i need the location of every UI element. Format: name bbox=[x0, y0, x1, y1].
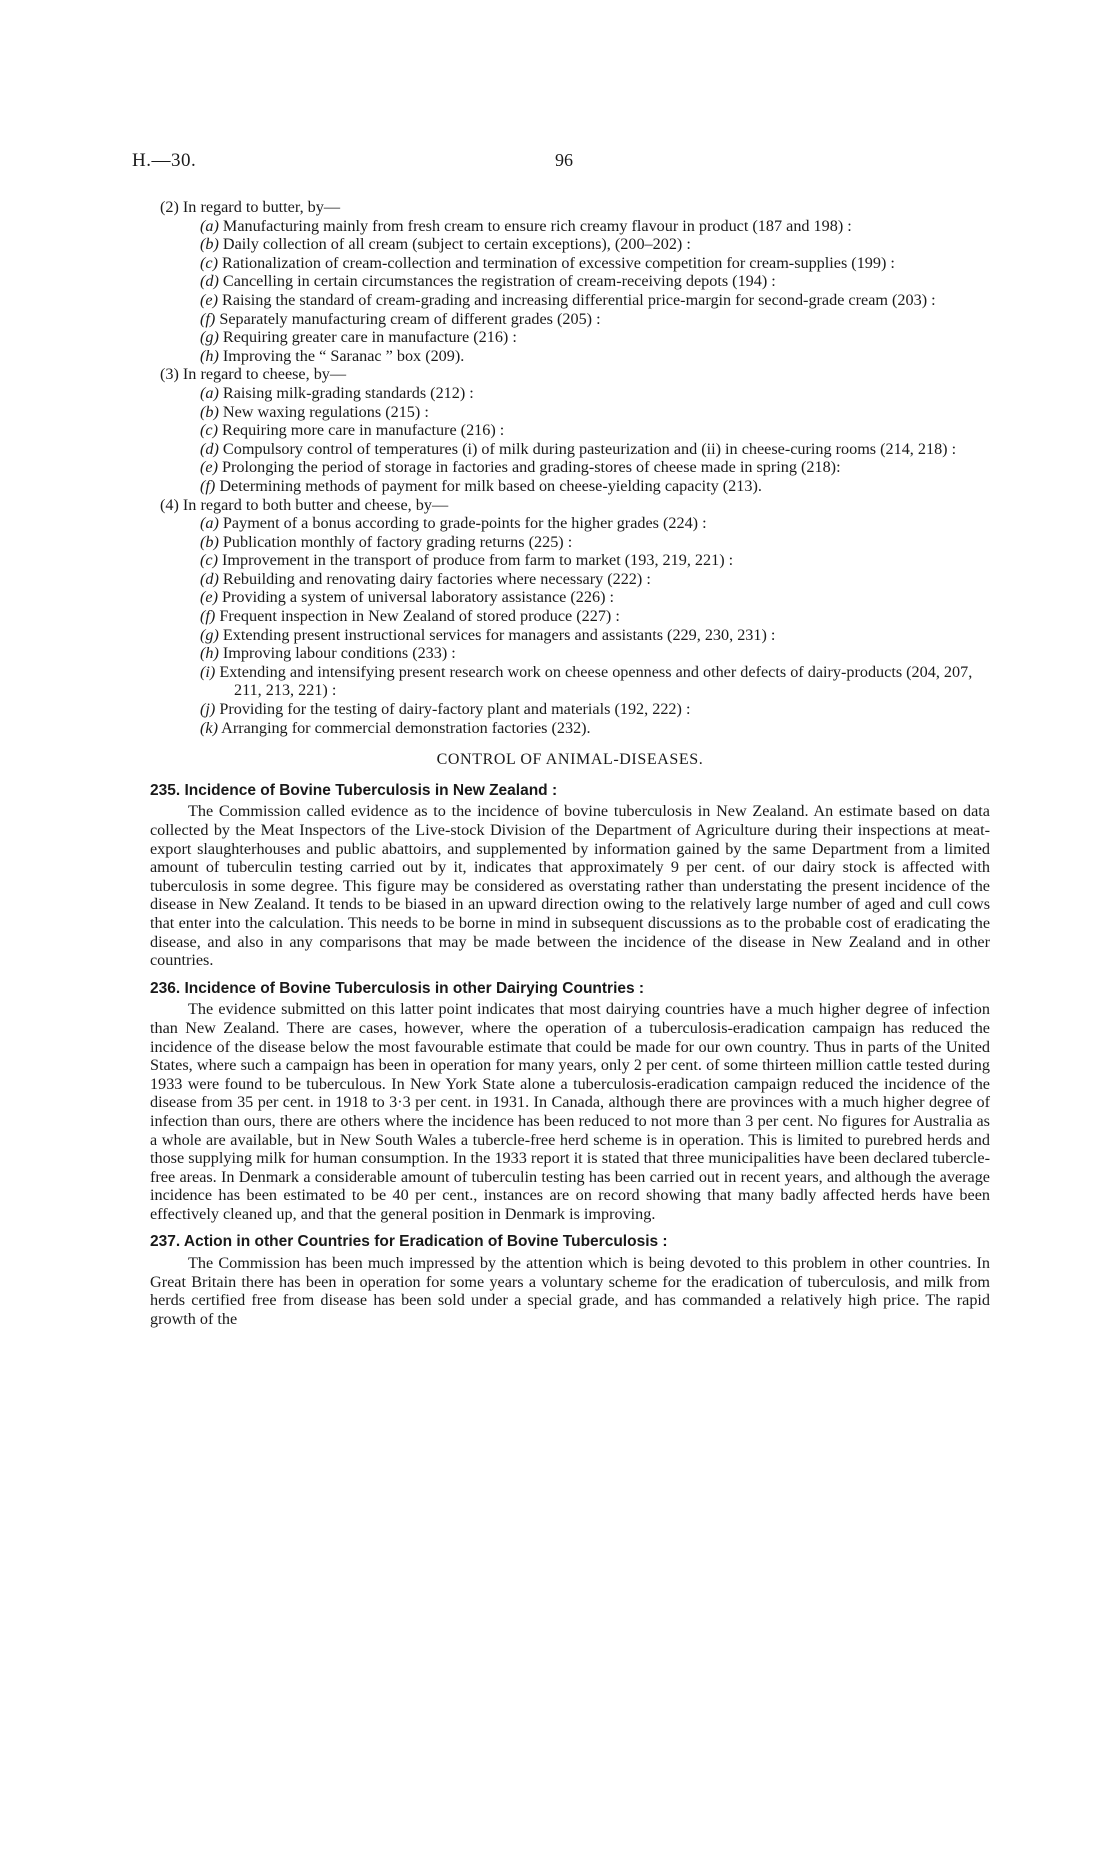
item-text: Daily collection of all cream (subject to certain exceptions), (200–202) : bbox=[222, 235, 691, 254]
paragraph-body: The Commission called evidence as to the incidence of bovine tuberculosis in New Zealand. An estimate based on data collected by the Meat Inspectors of the Live-stock Division of the Department of Agriculture during their inspections at meat-export slaughterhouses and public abattoirs, and supplemented by information gained by the same Department from a limited amount of tuberculin testing carried out by it, indicates that approximately 9 per cent. of our dairy stock is affected with tuberculosis in some degree. This figure may be considered as overstating rather than understating the present incidence of the disease in New Zealand. It tends to be biased in an upward direction owing to the relatively large number of aged and cull cows that enter into the calculation. This needs to be borne in mind in subsequent discussions as to the probable cost of eradicating the disease, and also in any comparisons that may be made between the incidence of the disease in New Zealand and in other countries. bbox=[150, 802, 990, 970]
list-item bbox=[150, 440, 990, 459]
item-text: Raising milk-grading standards (212) : bbox=[222, 383, 474, 402]
list-item bbox=[150, 607, 990, 626]
item-label: (b) bbox=[200, 402, 219, 421]
item-text: Extending and intensifying present research work on cheese openness and other defects of dairy-products (204, 207, 211, 213, 221) : bbox=[219, 662, 973, 700]
item-text: Prolonging the period of storage in factories and grading-stores of cheese made in spring (218): bbox=[222, 458, 841, 477]
list-item bbox=[150, 310, 990, 329]
list-item bbox=[150, 291, 990, 310]
item-text: Cancelling in certain circumstances the registration of cream-receiving depots (194) : bbox=[222, 272, 776, 291]
list-item bbox=[150, 458, 990, 477]
item-label: (e) bbox=[200, 588, 218, 607]
item-text: Providing for the testing of dairy-factory plant and materials (192, 222) : bbox=[219, 700, 691, 719]
item-text: Separately manufacturing cream of different grades (205) : bbox=[219, 309, 601, 328]
list-item bbox=[150, 272, 990, 291]
list-item bbox=[150, 626, 990, 645]
item-text: Frequent inspection in New Zealand of stored produce (227) : bbox=[219, 607, 620, 626]
item-label: (b) bbox=[200, 532, 219, 551]
list-item bbox=[150, 347, 990, 366]
item-text: Improvement in the transport of produce from farm to market (193, 219, 221) : bbox=[222, 551, 734, 570]
list-item bbox=[150, 644, 990, 663]
item-label: (c) bbox=[200, 253, 218, 272]
item-label: (f) bbox=[200, 309, 216, 328]
item-text: Extending present instructional services for managers and assistants (229, 230, 231) : bbox=[222, 625, 776, 644]
paragraph-heading: 236. Incidence of Bovine Tuberculosis in other Dairying Countries : bbox=[150, 979, 645, 997]
item-label: (k) bbox=[200, 718, 218, 737]
list-item bbox=[150, 254, 990, 273]
group-heading: (2) In regard to butter, by— bbox=[160, 198, 341, 216]
paragraph-body: The Commission has been much impressed by the attention which is being devoted to this problem in other countries. In Great Britain there has been in operation for some years a voluntary scheme for the eradication of tuberculosis, and milk from herds certified free from disease has been sold under a special grade, and has commanded a relatively high price. The rapid growth of the bbox=[150, 1254, 990, 1328]
list-item bbox=[150, 719, 990, 738]
item-label: (f) bbox=[200, 476, 216, 495]
item-label: (h) bbox=[200, 346, 219, 365]
item-text: Requiring greater care in manufacture (216) : bbox=[222, 328, 517, 347]
item-text: Requiring more care in manufacture (216) : bbox=[222, 421, 505, 440]
item-text: Compulsory control of temperatures (i) of milk during pasteurization and (ii) in cheese-curing rooms (214, 218) : bbox=[222, 439, 957, 458]
paragraph-heading: 237. Action in other Countries for Eradication of Bovine Tuberculosis : bbox=[150, 1233, 668, 1251]
item-text: Manufacturing mainly from fresh cream to ensure rich creamy flavour in product (187 and 198) : bbox=[222, 216, 852, 235]
item-text: Raising the standard of cream-grading and increasing differential price-margin for second-grade cream (203) : bbox=[222, 290, 936, 309]
item-label: (g) bbox=[200, 625, 219, 644]
list-item bbox=[150, 514, 990, 533]
list-item bbox=[150, 384, 990, 403]
item-label: (a) bbox=[200, 514, 219, 533]
section-heading: CONTROL OF ANIMAL-DISEASES. bbox=[436, 751, 704, 769]
paragraph-heading: 235. Incidence of Bovine Tuberculosis in New Zealand : bbox=[150, 781, 558, 799]
item-label: (d) bbox=[200, 569, 219, 588]
item-label: (c) bbox=[200, 551, 218, 570]
item-label: (j) bbox=[200, 700, 216, 719]
list-item bbox=[150, 663, 990, 700]
item-label: (e) bbox=[200, 290, 218, 309]
item-label: (a) bbox=[200, 216, 219, 235]
item-label: (h) bbox=[200, 644, 219, 663]
list-item bbox=[150, 533, 990, 552]
item-text: New waxing regulations (215) : bbox=[222, 402, 429, 421]
list-item bbox=[150, 217, 990, 236]
list-item bbox=[150, 421, 990, 440]
item-text: Payment of a bonus according to grade-points for the higher grades (224) : bbox=[222, 514, 707, 533]
item-text: Rationalization of cream-collection and termination of excessive competition for cream-supplies (199) : bbox=[222, 253, 895, 272]
list-item bbox=[150, 570, 990, 589]
item-text: Improving labour conditions (233) : bbox=[222, 644, 456, 663]
item-label: (f) bbox=[200, 607, 216, 626]
item-label: (g) bbox=[200, 328, 219, 347]
page-number: 96 bbox=[555, 150, 573, 170]
list-item bbox=[150, 700, 990, 719]
item-text: Publication monthly of factory grading returns (225) : bbox=[222, 532, 573, 551]
paragraph-body: The evidence submitted on this latter point indicates that most dairying countries have a much higher degree of infection than New Zealand. There are cases, however, where the operation of a tuberculosis-eradication campaign has reduced the incidence of the disease below the most favourable estimate that could be made for our own country. Thus in parts of the United States, where such a campaign has been in operation for many years, only 2 per cent. of some thirteen million cattle tested during 1933 were found to be tuberculous. In New York State alone a tuberculosis-eradication campaign reduced the incidence of the disease from 35 per cent. in 1918 to 3·3 per cent. in 1931. In Canada, although there are provinces with a much higher degree of infection than ours, there are others where the incidence has been reduced to not more than 3 per cent. No figures for Australia as a whole are available, but in New South Wales a tubercle-free herd scheme is in operation. This is limited to purebred herds and those supplying milk for human consumption. In the 1933 report it is stated that three municipalities have been declared tubercle-free areas. In Denmark a considerable amount of tuberculin testing has been carried out in recent years, and although the average incidence has been estimated to be 40 per cent., instances are on record showing that many badly affected herds have been effectively cleaned up, and that the general position in Denmark is improving. bbox=[150, 1000, 990, 1223]
item-label: (a) bbox=[200, 383, 219, 402]
page-content bbox=[150, 198, 990, 1338]
item-text: Determining methods of payment for milk based on cheese-yielding capacity (213). bbox=[219, 476, 762, 495]
item-text: Arranging for commercial demonstration factories (232). bbox=[221, 718, 591, 737]
item-label: (c) bbox=[200, 421, 218, 440]
item-text: Rebuilding and renovating dairy factories where necessary (222) : bbox=[222, 569, 651, 588]
numbered-paragraphs bbox=[150, 782, 990, 1329]
item-text: Providing a system of universal laboratory assistance (226) : bbox=[222, 588, 615, 607]
list-item bbox=[150, 551, 990, 570]
item-label: (b) bbox=[200, 235, 219, 254]
item-label: (e) bbox=[200, 458, 218, 477]
recommendation-list bbox=[150, 198, 990, 737]
item-label: (d) bbox=[200, 439, 219, 458]
item-label: (d) bbox=[200, 272, 219, 291]
item-label: (i) bbox=[200, 662, 216, 681]
report-reference: H.—30. bbox=[132, 150, 197, 171]
item-text: Improving the “ Saranac ” box (209). bbox=[222, 346, 465, 365]
group-heading: (4) In regard to both butter and cheese, by— bbox=[160, 495, 449, 514]
list-item bbox=[150, 235, 990, 254]
list-item bbox=[150, 403, 990, 422]
list-item bbox=[150, 588, 990, 607]
list-item bbox=[150, 477, 990, 496]
group-heading: (3) In regard to cheese, by— bbox=[160, 365, 347, 384]
list-item bbox=[150, 328, 990, 347]
